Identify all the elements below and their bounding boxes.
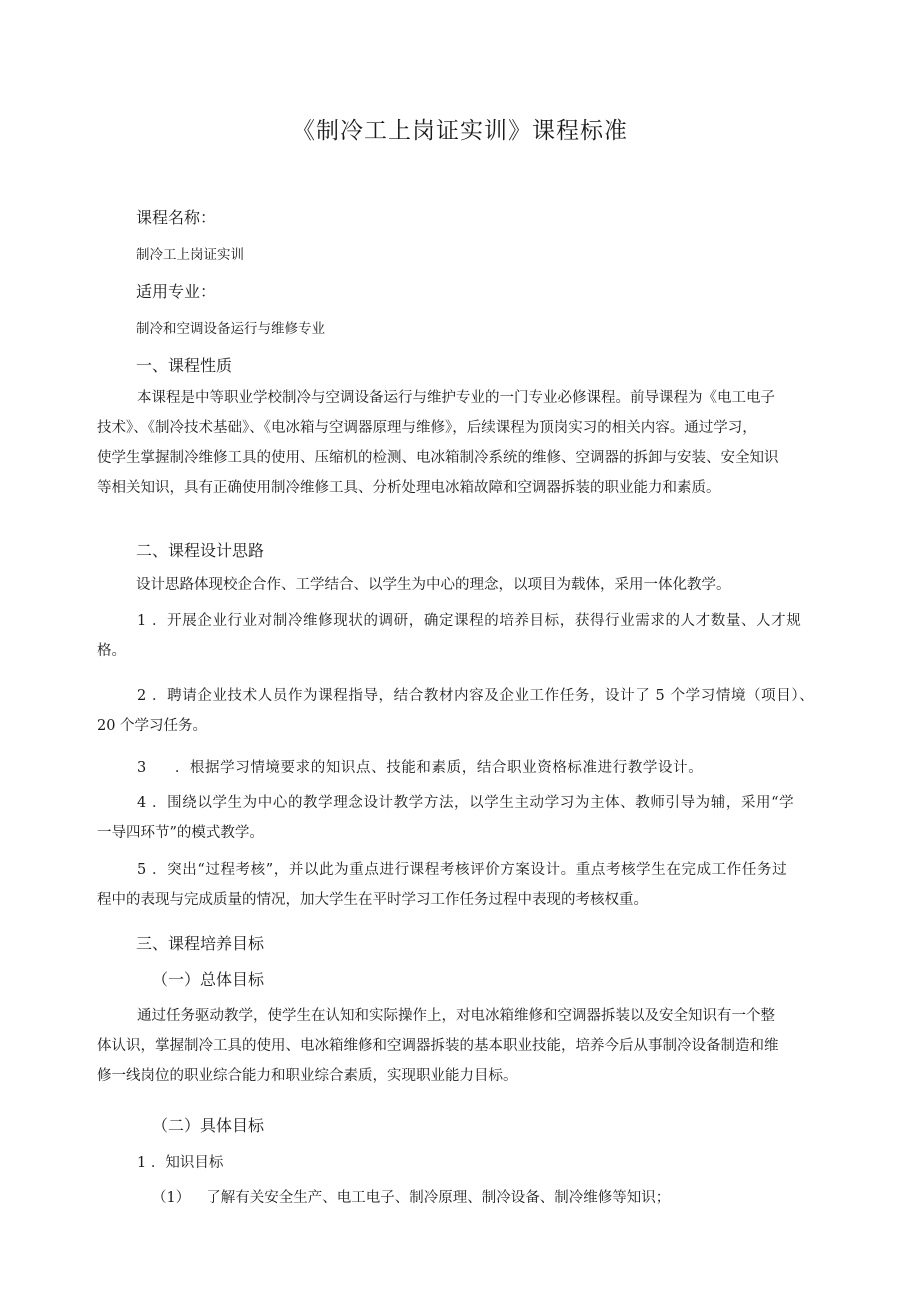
knowledge-goal-label: ．知识目标 — [150, 1155, 224, 1171]
paragraph-line: 修一线岗位的职业综合能力和职业综合素质，实现职业能力目标。 — [97, 1068, 518, 1084]
item-number: 2 — [137, 688, 147, 704]
design-item-5 — [97, 855, 825, 915]
item-text: ．突出“过程考核”，并以此为重点进行课程考核评价方案设计。重点考核学生在完成工作任务过 — [152, 862, 788, 878]
item-number: 1 — [137, 1155, 147, 1171]
subsection-1-paragraph — [97, 1001, 825, 1091]
paragraph-line: 使学生掌握制冷维修工具的使用、压缩机的检测、电冰箱制冷系统的维修、空调器的拆卸与安装、安全知识 — [97, 450, 779, 466]
knowledge-goal-heading — [137, 1151, 223, 1172]
item-number: （1） — [152, 1190, 191, 1206]
section-1-heading: 一、课程性质 — [136, 356, 233, 375]
paragraph-line: 技术》、《制冷技术基础》、《电冰箱与空调器原理与维修》，后续课程为顶岗实习的相关内容。通过学习， — [97, 420, 757, 436]
item-number: 3 — [137, 760, 147, 776]
major-label: 适用专业： — [136, 282, 217, 301]
paragraph-line: 等相关知识，具有正确使用制冷维修工具、分析处理电冰箱故障和空调器拆装的职业能力和素质。 — [97, 480, 721, 496]
item-number: 5 — [137, 862, 147, 878]
document-title: 《制冷工上岗证实训》课程标准 — [292, 118, 628, 144]
item-number: 1 — [137, 613, 147, 629]
paragraph-line: 通过任务驱动教学，使学生在认知和实际操作上，对电冰箱维修和空调器拆装以及安全知识有一个整 — [137, 1008, 775, 1024]
course-name-value: 制冷工上岗证实训 — [136, 247, 244, 263]
design-item-4 — [97, 788, 825, 848]
design-item-3 — [97, 753, 825, 783]
section-2-intro: 设计思路体现校企合作、工学结合、以学生为中心的理念，以项目为载体，采用一体化教学。 — [136, 577, 731, 593]
major-value: 制冷和空调设备运行与维修专业 — [136, 321, 325, 337]
item-text: ．开展企业行业对制冷维修现状的调研，确定课程的培养目标，获得行业需求的人才数量、人才规 — [152, 613, 802, 629]
item-text: ．聘请企业技术人员作为课程指导，结合教材内容及企业工作任务，设计了 5 个学习情境（项目）、 — [152, 688, 815, 704]
item-text: ．根据学习情境要求的知识点、技能和素质，结合职业资格标准进行教学设计。 — [174, 760, 704, 776]
item-text: 了解有关安全生产、电工电子、制冷原理、制冷设备、制冷维修等知识； — [206, 1190, 671, 1206]
item-number: 4 — [137, 795, 147, 811]
section-2-heading: 二、课程设计思路 — [136, 541, 265, 560]
item-text: 20 个学习任务。 — [97, 718, 208, 734]
item-text: 程中的表现与完成质量的情况，加大学生在平时学习工作任务过程中表现的考核权重。 — [97, 892, 648, 908]
item-text: 一导四环节”的模式教学。 — [97, 825, 264, 841]
section-3-heading: 三、课程培养目标 — [136, 934, 265, 953]
paragraph-line: 体认识，掌握制冷工具的使用、电冰箱维修和空调器拆装的基本职业技能，培养今后从事制冷设备制造和维 — [97, 1038, 779, 1054]
knowledge-item-1 — [152, 1186, 670, 1207]
item-text: 格。 — [97, 643, 126, 659]
design-item-2 — [97, 681, 825, 741]
subsection-1-heading: （一）总体目标 — [152, 970, 265, 989]
item-text: ．围绕以学生为中心的教学理念设计教学方法，以学生主动学习为主体、教师引导为辅，采用“学 — [152, 795, 795, 811]
section-1-paragraph — [97, 383, 825, 503]
subsection-2-heading: （二）具体目标 — [152, 1116, 265, 1135]
design-item-1 — [97, 606, 825, 666]
paragraph-line: 本课程是中等职业学校制冷与空调设备运行与维护专业的一门专业必修课程。前导课程为《电工电子 — [137, 390, 775, 406]
course-name-label: 课程名称： — [136, 208, 217, 227]
